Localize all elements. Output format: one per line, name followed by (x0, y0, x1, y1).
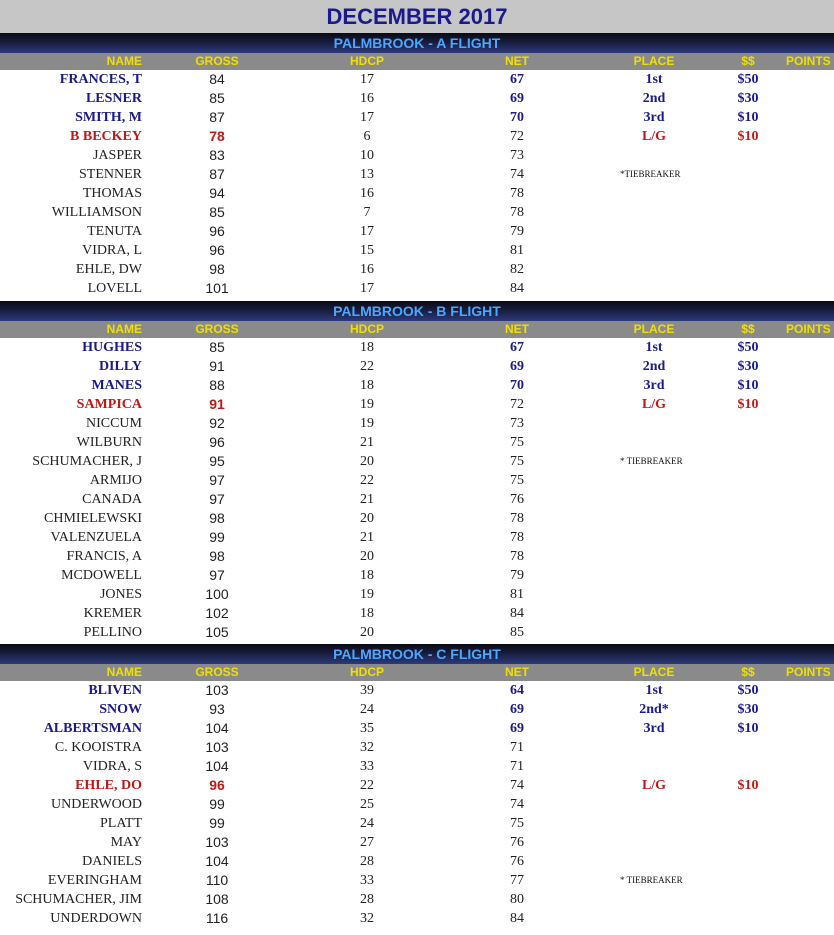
gross-score: 97 (209, 491, 225, 507)
player-name: C. KOOISTRA (54, 740, 142, 755)
hdcp-column-header: HDCP (349, 322, 384, 336)
flight-section (0, 644, 834, 928)
player-name: STENNER (79, 167, 142, 182)
handicap: 6 (363, 129, 371, 144)
handicap: 7 (363, 205, 371, 220)
table-row (0, 376, 834, 395)
gross-score: 85 (209, 204, 225, 220)
handicap: 13 (360, 167, 374, 182)
place-value: 3rd (643, 110, 665, 125)
table-row (0, 757, 834, 776)
player-name: DANIELS (82, 854, 142, 869)
net-score: 78 (510, 186, 524, 201)
net-score: 80 (510, 892, 524, 907)
column-header-row (0, 53, 834, 70)
net-score: 79 (510, 224, 524, 239)
table-row (0, 127, 834, 146)
place-value: 1st (645, 72, 663, 87)
place-value: L/G (641, 129, 667, 144)
net-score: 69 (510, 702, 524, 717)
player-name: CANADA (82, 492, 142, 507)
gross-score: 98 (209, 261, 225, 277)
handicap: 20 (360, 511, 374, 526)
gross-score: 102 (205, 605, 229, 621)
gross-score: 93 (209, 701, 225, 717)
handicap: 22 (360, 359, 374, 374)
net-column-header: NET (505, 54, 529, 68)
net-score: 73 (510, 416, 524, 431)
place-value: 2nd (642, 359, 666, 374)
flight-title: PALMBROOK - C FLIGHT (0, 644, 834, 664)
gross-column-header: GROSS (195, 665, 239, 679)
table-row (0, 890, 834, 909)
net-score: 72 (510, 397, 524, 412)
prize-amount: $10 (737, 778, 759, 793)
gross-score: 97 (209, 472, 225, 488)
prize-amount: $30 (737, 702, 759, 717)
gross-score: 92 (209, 415, 225, 431)
tiebreaker-note: *TIEBREAKER (620, 169, 681, 179)
table-row (0, 203, 834, 222)
net-score: 84 (510, 911, 524, 926)
player-name: TENUTA (87, 224, 142, 239)
gross-score: 99 (209, 529, 225, 545)
player-name: JASPER (92, 148, 142, 163)
net-score: 73 (510, 148, 524, 163)
net-score: 76 (510, 492, 524, 507)
net-score: 71 (510, 740, 524, 755)
handicap: 33 (360, 873, 374, 888)
name-column-header: NAME (106, 665, 142, 679)
player-name: SMITH, M (75, 110, 142, 125)
money-column-header: $$ (741, 54, 755, 68)
table-row (0, 338, 834, 357)
net-score: 75 (510, 816, 524, 831)
net-score: 78 (510, 205, 524, 220)
player-name: SCHUMACHER, JIM (15, 892, 142, 907)
handicap: 20 (360, 549, 374, 564)
net-score: 77 (510, 873, 524, 888)
handicap: 17 (360, 72, 374, 87)
table-row (0, 357, 834, 376)
handicap: 22 (360, 778, 374, 793)
net-score: 75 (510, 473, 524, 488)
prize-amount: $10 (737, 721, 759, 736)
handicap: 21 (360, 492, 374, 507)
table-row (0, 700, 834, 719)
player-name: VIDRA, L (82, 243, 142, 258)
gross-score: 85 (209, 339, 225, 355)
flight-title: PALMBROOK - A FLIGHT (0, 33, 834, 53)
prize-amount: $10 (737, 110, 759, 125)
handicap: 19 (360, 587, 374, 602)
gross-score: 100 (205, 586, 229, 602)
gross-score: 96 (209, 223, 225, 239)
handicap: 18 (360, 606, 374, 621)
table-row (0, 833, 834, 852)
handicap: 22 (360, 473, 374, 488)
handicap: 21 (360, 435, 374, 450)
money-column-header: $$ (741, 665, 755, 679)
table-row (0, 241, 834, 260)
net-score: 67 (510, 340, 524, 355)
player-name: VALENZUELA (50, 530, 142, 545)
table-row (0, 795, 834, 814)
table-row (0, 681, 834, 700)
gross-score: 91 (209, 396, 225, 412)
table-row (0, 471, 834, 490)
table-row (0, 604, 834, 623)
gross-score: 94 (209, 185, 225, 201)
tiebreaker-note: * TIEBREAKER (620, 875, 683, 885)
handicap: 24 (360, 816, 374, 831)
gross-score: 85 (209, 90, 225, 106)
table-row (0, 547, 834, 566)
table-row (0, 623, 834, 642)
net-score: 74 (510, 167, 524, 182)
net-score: 72 (510, 129, 524, 144)
player-name: KREMER (83, 606, 142, 621)
gross-score: 110 (205, 872, 229, 888)
table-row (0, 222, 834, 241)
net-score: 79 (510, 568, 524, 583)
net-score: 85 (510, 625, 524, 640)
player-name: HUGHES (82, 340, 142, 355)
hdcp-column-header: HDCP (349, 665, 384, 679)
handicap: 24 (360, 702, 374, 717)
player-name: VIDRA, S (82, 759, 142, 774)
gross-score: 116 (205, 910, 229, 926)
player-name: UNDERDOWN (50, 911, 142, 926)
name-column-header: NAME (106, 54, 142, 68)
player-name: EHLE, DO (75, 778, 142, 793)
place-value: L/G (641, 397, 667, 412)
place-value: 3rd (643, 721, 665, 736)
prize-amount: $50 (737, 340, 759, 355)
gross-score: 103 (205, 739, 229, 755)
player-name: ALBERTSMAN (43, 721, 142, 736)
table-row (0, 566, 834, 585)
table-row (0, 70, 834, 89)
net-score: 64 (510, 683, 524, 698)
table-row (0, 852, 834, 871)
player-name: EHLE, DW (75, 262, 142, 277)
handicap: 21 (360, 530, 374, 545)
net-score: 81 (510, 243, 524, 258)
place-value: 1st (645, 340, 663, 355)
net-score: 69 (510, 721, 524, 736)
handicap: 25 (360, 797, 374, 812)
table-row (0, 814, 834, 833)
net-score: 75 (510, 454, 524, 469)
net-column-header: NET (505, 322, 529, 336)
gross-score: 95 (209, 453, 225, 469)
handicap: 18 (360, 378, 374, 393)
net-score: 70 (510, 378, 524, 393)
table-row (0, 738, 834, 757)
table-row (0, 719, 834, 738)
player-name: FRANCIS, A (66, 549, 142, 564)
handicap: 16 (360, 186, 374, 201)
points-column-header: POINTS (786, 665, 831, 679)
gross-score: 104 (205, 853, 229, 869)
table-row (0, 395, 834, 414)
table-row (0, 871, 834, 890)
player-name: EVERINGHAM (47, 873, 142, 888)
table-row (0, 279, 834, 298)
net-score: 82 (510, 262, 524, 277)
handicap: 17 (360, 110, 374, 125)
table-row (0, 108, 834, 127)
player-name: MANES (91, 378, 142, 393)
gross-score: 83 (209, 147, 225, 163)
place-value: 2nd (642, 91, 666, 106)
gross-score: 96 (209, 242, 225, 258)
player-name: PELLINO (83, 625, 142, 640)
handicap: 35 (360, 721, 374, 736)
gross-score: 99 (209, 796, 225, 812)
player-name: BLIVEN (88, 683, 142, 698)
gross-score: 104 (205, 720, 229, 736)
player-name: JONES (99, 587, 142, 602)
table-row (0, 146, 834, 165)
gross-score: 97 (209, 567, 225, 583)
net-score: 81 (510, 587, 524, 602)
player-name: SCHUMACHER, J (32, 454, 142, 469)
prize-amount: $10 (737, 129, 759, 144)
player-name: NICCUM (85, 416, 142, 431)
handicap: 28 (360, 854, 374, 869)
player-name: PLATT (100, 816, 142, 831)
handicap: 20 (360, 454, 374, 469)
player-name: ARMIJO (89, 473, 142, 488)
handicap: 15 (360, 243, 374, 258)
player-name: FRANCES, T (59, 72, 142, 87)
flight-section (0, 301, 834, 642)
gross-score: 87 (209, 109, 225, 125)
gross-score: 96 (209, 777, 225, 793)
net-score: 69 (510, 91, 524, 106)
tiebreaker-note: * TIEBREAKER (620, 456, 683, 466)
handicap: 17 (360, 281, 374, 296)
net-score: 76 (510, 854, 524, 869)
place-value: L/G (641, 778, 667, 793)
net-column-header: NET (505, 665, 529, 679)
table-row (0, 414, 834, 433)
net-score: 78 (510, 530, 524, 545)
gross-score: 91 (209, 358, 225, 374)
prize-amount: $30 (737, 359, 759, 374)
handicap: 32 (360, 911, 374, 926)
player-name: WILLIAMSON (51, 205, 142, 220)
name-column-header: NAME (106, 322, 142, 336)
player-name: DILLY (98, 359, 142, 374)
net-score: 67 (510, 72, 524, 87)
player-name: MCDOWELL (61, 568, 142, 583)
net-score: 78 (510, 549, 524, 564)
table-row (0, 184, 834, 203)
handicap: 28 (360, 892, 374, 907)
place-value: 2nd* (639, 702, 669, 717)
place-column-header: PLACE (633, 54, 675, 68)
gross-score: 88 (209, 377, 225, 393)
gross-score: 103 (205, 682, 229, 698)
player-name: SAMPICA (76, 397, 142, 412)
table-row (0, 433, 834, 452)
handicap: 17 (360, 224, 374, 239)
player-name: CHMIELEWSKI (44, 511, 142, 526)
place-value: 3rd (643, 378, 665, 393)
player-name: WILBURN (76, 435, 142, 450)
gross-score: 108 (205, 891, 229, 907)
net-score: 75 (510, 435, 524, 450)
net-score: 71 (510, 759, 524, 774)
table-row (0, 528, 834, 547)
column-header-row (0, 664, 834, 681)
player-name: MAY (110, 835, 142, 850)
gross-column-header: GROSS (195, 322, 239, 336)
handicap: 19 (360, 397, 374, 412)
table-row (0, 909, 834, 928)
table-row (0, 89, 834, 108)
handicap: 10 (360, 148, 374, 163)
gross-score: 103 (205, 834, 229, 850)
gross-score: 96 (209, 434, 225, 450)
points-column-header: POINTS (786, 54, 831, 68)
net-score: 69 (510, 359, 524, 374)
hdcp-column-header: HDCP (349, 54, 384, 68)
prize-amount: $10 (737, 378, 759, 393)
place-value: 1st (645, 683, 663, 698)
net-score: 74 (510, 797, 524, 812)
table-row (0, 452, 834, 471)
player-name: UNDERWOOD (51, 797, 142, 812)
net-score: 76 (510, 835, 524, 850)
handicap: 39 (360, 683, 374, 698)
net-score: 70 (510, 110, 524, 125)
gross-score: 99 (209, 815, 225, 831)
handicap: 19 (360, 416, 374, 431)
net-score: 78 (510, 511, 524, 526)
flight-title: PALMBROOK - B FLIGHT (0, 301, 834, 321)
handicap: 16 (360, 91, 374, 106)
handicap: 16 (360, 262, 374, 277)
player-name: THOMAS (82, 186, 142, 201)
handicap: 18 (360, 568, 374, 583)
table-row (0, 260, 834, 279)
table-row (0, 585, 834, 604)
money-column-header: $$ (741, 322, 755, 336)
gross-score: 98 (209, 548, 225, 564)
player-name: LOVELL (87, 281, 142, 296)
player-name: B BECKEY (70, 129, 142, 144)
gross-score: 104 (205, 758, 229, 774)
points-column-header: POINTS (786, 322, 831, 336)
gross-score: 78 (209, 128, 225, 144)
player-name: SNOW (99, 702, 142, 717)
place-column-header: PLACE (633, 665, 675, 679)
column-header-row (0, 321, 834, 338)
net-score: 84 (510, 281, 524, 296)
handicap: 33 (360, 759, 374, 774)
table-row (0, 165, 834, 184)
gross-score: 87 (209, 166, 225, 182)
handicap: 32 (360, 740, 374, 755)
gross-score: 101 (205, 280, 229, 296)
gross-score: 98 (209, 510, 225, 526)
flight-section (0, 33, 834, 298)
gross-score: 105 (205, 624, 229, 640)
gross-score: 84 (209, 71, 225, 87)
prize-amount: $30 (737, 91, 759, 106)
prize-amount: $50 (737, 72, 759, 87)
table-row (0, 509, 834, 528)
table-row (0, 490, 834, 509)
prize-amount: $10 (737, 397, 759, 412)
handicap: 20 (360, 625, 374, 640)
net-score: 84 (510, 606, 524, 621)
handicap: 27 (360, 835, 374, 850)
handicap: 18 (360, 340, 374, 355)
page-title: DECEMBER 2017 (0, 0, 834, 33)
prize-amount: $50 (737, 683, 759, 698)
player-name: LESNER (85, 91, 142, 106)
table-row (0, 776, 834, 795)
place-column-header: PLACE (633, 322, 675, 336)
net-score: 74 (510, 778, 524, 793)
gross-column-header: GROSS (195, 54, 239, 68)
